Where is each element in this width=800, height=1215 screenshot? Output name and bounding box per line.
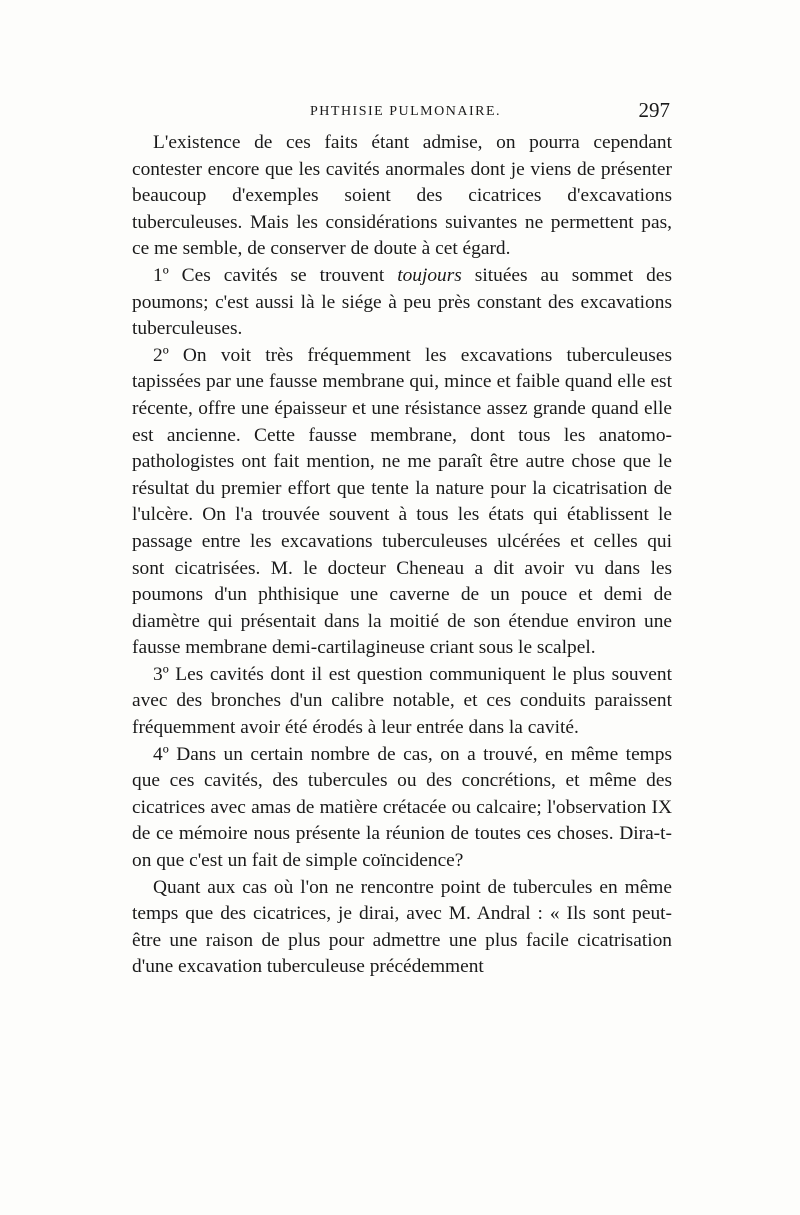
paragraph-text: L'existence de ces faits étant admise, on pourra cependant contester encore que les cavités anormales dont je viens de présenter beaucoup d'exemples soient des cicatrices d'excavations tuberculeuses. Mais les considérations suivantes ne permettent pas, ce me semble, de conserver de doute à cet égard.: [132, 132, 672, 260]
paragraph-point-4: [132, 742, 672, 875]
paragraph-text: 2º On voit très fréquemment les excavations tuberculeuses tapissées par une fausse membrane qui, mince et faible quand elle est récente, offre une épaisseur et une résistance assez grande quand elle est ancienne. Cette fausse membrane, dont tous les anatomo-pathologistes ont fait mention, ne me paraît être autre chose que le résultat du premier effort que tente la nature pour la cicatrisation de l'ulcère. On l'a trouvée souvent à tous les états qui établissent le passage entre les excavations tuberculeuses ulcérées et celles qui sont cicatrisées. M. le docteur Cheneau a dit avoir vu dans les poumons d'un phthisique une caverne de un pouce et demi de diamètre qui présentait dans la moitié de son étendue environ une fausse membrane demi-cartilagineuse criant sous le scalpel.: [132, 344, 672, 659]
paragraph-intro: [132, 130, 672, 263]
running-title: PHTHISIE PULMONAIRE.: [310, 104, 501, 119]
body-text: [132, 130, 672, 981]
paragraph-point-2: [132, 343, 672, 662]
paragraph-conclusion: [132, 875, 672, 981]
paragraph-point-3: [132, 662, 672, 742]
page-number: 297: [638, 98, 670, 122]
paragraph-text: situées au sommet des poumons; c'est aussi là le siége à peu près constant des excavations tuberculeuses.: [132, 264, 672, 340]
page-header: [132, 98, 672, 130]
emphasis-word: toujours: [397, 264, 462, 286]
paragraph-text: 4º Dans un certain nombre de cas, on a trouvé, en même temps que ces cavités, des tubercules ou des concrétions, et même des cicatrices avec amas de matière crétacée ou calcaire; l'observation IX de ce mémoire nous présente la réunion de toutes ces choses. Dira-t-on que c'est un fait de simple coïncidence?: [132, 743, 672, 872]
book-page: [132, 98, 672, 981]
paragraph-text: 3º Les cavités dont il est question communiquent le plus souvent avec des bronches d'un calibre notable, et ces conduits paraissent fréquemment avoir été érodés à leur entrée dans la cavité.: [132, 663, 672, 739]
paragraph-text: Quant aux cas où l'on ne rencontre point de tubercules en même temps que des cicatrices, je dirai, avec M. Andral : « Ils sont peut-être une raison de plus pour admettre une plus facile cicatrisation d'une excavation tuberculeuse précédemment: [132, 876, 672, 978]
paragraph-point-1: [132, 263, 672, 343]
paragraph-text: 1º Ces cavités se trouvent: [153, 264, 398, 286]
